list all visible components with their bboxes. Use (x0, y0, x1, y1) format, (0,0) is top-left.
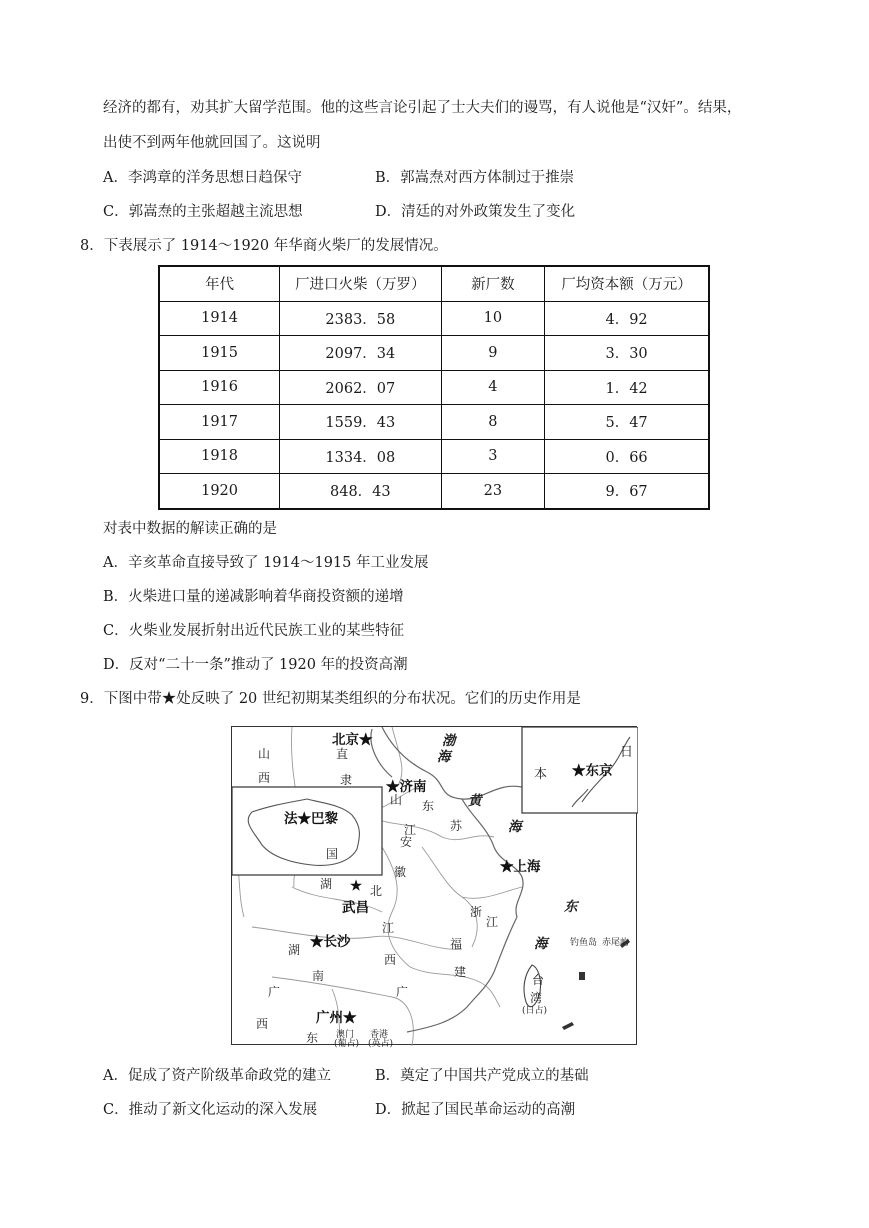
region-label: 广 (396, 985, 409, 999)
region-label: 湖 (288, 943, 301, 957)
q9-option-c[interactable]: C．推动了新文化运动的深入发展 (103, 1102, 318, 1118)
table-cell: 4．92 (545, 301, 709, 336)
sea-label-bo: 渤 (442, 733, 456, 749)
paris-star-label: 法★巴黎 (284, 811, 338, 827)
region-label: 广 (268, 985, 281, 999)
region-label: 隶 (340, 773, 353, 787)
beijing-star-label: 北京★ (332, 732, 373, 748)
q8-prompt: 对表中数据的解读正确的是 (103, 521, 277, 537)
table-cell: 9．67 (545, 474, 709, 509)
region-label: 苏 (450, 819, 463, 833)
table-cell: 9 (441, 336, 545, 371)
region-label: 浙 (470, 905, 483, 919)
table-cell: 1915 (159, 336, 280, 371)
table-cell: 1920 (159, 474, 280, 509)
q7-option-b[interactable]: B．郭嵩焘对西方体制过于推崇 (375, 170, 575, 186)
table-row (159, 405, 709, 440)
table-cell: 1918 (159, 439, 280, 474)
sea-label-hai: 海 (534, 936, 548, 952)
region-label: 湖 (320, 877, 333, 891)
table-cell: 5．47 (545, 405, 709, 440)
diaoyu-island-label: 钓鱼岛 (570, 938, 598, 948)
region-label: 西 (258, 771, 271, 785)
sea-label-huang: 黄 (468, 793, 482, 809)
region-label: 山 (390, 793, 403, 807)
table-cell: 3 (441, 439, 545, 474)
sea-label-hai: 海 (437, 749, 451, 765)
region-label: 湾 (530, 991, 543, 1005)
hongkong-occupied-label: (英占) (368, 1039, 394, 1049)
q7-option-c[interactable]: C．郭嵩焘的主张超越主流思想 (103, 204, 303, 220)
region-label: 东 (306, 1031, 319, 1045)
region-label: 本 (534, 767, 548, 782)
table-cell: 2097．34 (280, 336, 441, 371)
q8-option-a[interactable]: A．辛亥革命直接导致了 1914～1915 年工业发展 (103, 555, 429, 571)
region-label: 国 (326, 847, 339, 861)
table-cell: 1559．43 (280, 405, 441, 440)
q8-option-c[interactable]: C．火柴业发展折射出近代民族工业的某些特征 (103, 623, 405, 639)
region-label: 东 (422, 799, 435, 813)
region-label: 徽 (394, 865, 407, 879)
table-row (159, 370, 709, 405)
q9-option-b[interactable]: B．奠定了中国共产党成立的基础 (375, 1068, 589, 1084)
hongkong-label: 香港 (370, 1030, 389, 1040)
table-row (159, 474, 709, 509)
tokyo-star-label: ★东京 (572, 763, 613, 779)
region-label: 南 (312, 969, 325, 983)
q7-stem-line2: 出使不到两年他就回国了。这说明 (103, 135, 321, 151)
region-label: 建 (454, 965, 467, 979)
table-cell: 3．30 (545, 336, 709, 371)
region-label: 安 (400, 835, 413, 849)
china-map-figure (231, 726, 637, 1049)
region-label: 西 (256, 1017, 269, 1031)
table-header-row (159, 266, 709, 301)
changsha-star-label: ★长沙 (310, 934, 351, 950)
chiwei-islet-label: 赤尾屿 (602, 938, 630, 948)
region-label: 北 (370, 884, 383, 898)
table-cell: 10 (441, 301, 545, 336)
table-row (159, 301, 709, 336)
table-header-cell: 厂进口火柴（万罗） (280, 266, 441, 301)
q7-option-d[interactable]: D．清廷的对外政策发生了变化 (375, 204, 576, 220)
taiwan-occupied-label: (日占) (522, 1006, 548, 1016)
q9-option-d[interactable]: D．掀起了国民革命运动的高潮 (375, 1102, 576, 1118)
macau-label: 澳门 (336, 1030, 355, 1040)
region-label: 直 (336, 747, 349, 761)
wuchang-label: 武昌 (342, 900, 369, 916)
region-label: 江 (382, 921, 395, 935)
jinan-star-label: ★济南 (386, 779, 427, 795)
shanghai-star-label: ★上海 (500, 859, 541, 875)
table-cell: 1916 (159, 370, 280, 405)
region-label: 江 (404, 823, 417, 837)
region-label: 福 (450, 937, 463, 951)
table-cell: 0．66 (545, 439, 709, 474)
q8-option-d[interactable]: D．反对“二十一条”推动了 1920 年的投资高潮 (103, 657, 408, 673)
q9-option-a[interactable]: A．促成了资产阶级革命政党的建立 (103, 1068, 331, 1084)
table-header-cell: 新厂数 (441, 266, 545, 301)
sea-label-dong: 东 (564, 899, 578, 915)
region-label: 江 (486, 915, 499, 929)
table-cell: 2383．58 (280, 301, 441, 336)
q8-stem: 8．下表展示了 1914～1920 年华商火柴厂的发展情况。 (80, 238, 448, 254)
wuchang-star-icon: ★ (350, 878, 363, 894)
table-cell: 23 (441, 474, 545, 509)
table-row (159, 439, 709, 474)
region-label: 西 (384, 953, 397, 967)
table-row (159, 336, 709, 371)
table-header-cell: 年代 (159, 266, 280, 301)
region-label: 台 (532, 973, 545, 987)
table-cell: 848．43 (280, 474, 441, 509)
match-factory-table (158, 265, 710, 510)
region-label: 山 (258, 747, 271, 761)
q8-option-b[interactable]: B．火柴进口量的递减影响着华商投资额的递增 (103, 589, 404, 605)
macau-occupied-label: (葡占) (334, 1039, 360, 1049)
table-cell: 8 (441, 405, 545, 440)
guangzhou-star-label: 广州★ (316, 1010, 357, 1026)
table-cell: 1917 (159, 405, 280, 440)
region-label: 日 (620, 745, 634, 760)
table-cell: 4 (441, 370, 545, 405)
q7-stem-line1: 经济的都有，劝其扩大留学范围。他的这些言论引起了士大夫们的谩骂，有人说他是“汉奸”。结果， (103, 100, 742, 116)
table-cell: 1914 (159, 301, 280, 336)
q9-stem: 9．下图中带★处反映了 20 世纪初期某类组织的分布状况。它们的历史作用是 (80, 691, 581, 707)
table-header-cell: 厂均资本额（万元） (545, 266, 709, 301)
table-cell: 1334．08 (280, 439, 441, 474)
table-cell: 1．42 (545, 370, 709, 405)
sea-label-hai: 海 (508, 819, 522, 835)
table-cell: 2062．07 (280, 370, 441, 405)
q7-option-a[interactable]: A．李鸿章的洋务思想日趋保守 (103, 170, 302, 186)
